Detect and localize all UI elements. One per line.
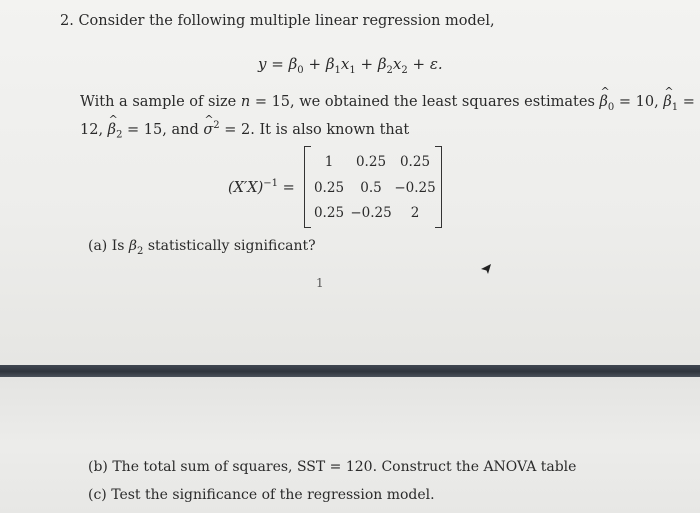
problem-number: 2. [60, 13, 74, 29]
part-b-question: (b) The total sum of squares, SST = 120. Construct the ANOVA table [88, 459, 577, 475]
sample-line-1: With a sample of size n = 15, we obtained the least squares estimates ^ $\beta_0 = 10$, ^ $\beta_1$ = [80, 94, 695, 113]
matrix-label: $(X'X)^{-1}$ = [228, 178, 295, 196]
matrix-cell: 0.5 [360, 180, 382, 196]
matrix-cell: 0.25 [399, 154, 431, 170]
matrix-cell: −0.25 [394, 180, 436, 196]
part-a-question: (a) Is $\beta_2$ statistically significant? [88, 238, 316, 257]
matrix-cell: −0.25 [350, 205, 392, 221]
beta2-hat: ^ β [108, 122, 116, 138]
sample-line-2: 12, ^ $\beta_2 = 15$, and ^ $\sigma^2 = 2$. It is also known that [80, 120, 409, 141]
problem-heading [60, 13, 495, 29]
model-equation: $y = \beta_0 + \beta_1x_1 + \beta_2x_2 + \varepsilon$. [258, 55, 443, 76]
matrix-cell: 0.25 [313, 205, 345, 221]
beta1-hat: ^ β [663, 94, 671, 110]
matrix-cell: 1 [324, 154, 334, 170]
matrix-cell: 0.25 [355, 154, 387, 170]
page-divider [0, 365, 700, 377]
xtx-inverse-matrix [304, 146, 442, 228]
mouse-cursor-icon [479, 262, 493, 276]
sigma-hat: ^ σ [203, 122, 213, 138]
page-number: 1 [316, 276, 324, 290]
matrix-cell: 0.25 [313, 180, 345, 196]
beta0-hat: ^ β [600, 94, 608, 110]
matrix-cell: 2 [410, 205, 420, 221]
problem-intro: Consider the following multiple linear regression model, [78, 13, 495, 29]
part-c-question: (c) Test the significance of the regression model. [88, 487, 435, 503]
